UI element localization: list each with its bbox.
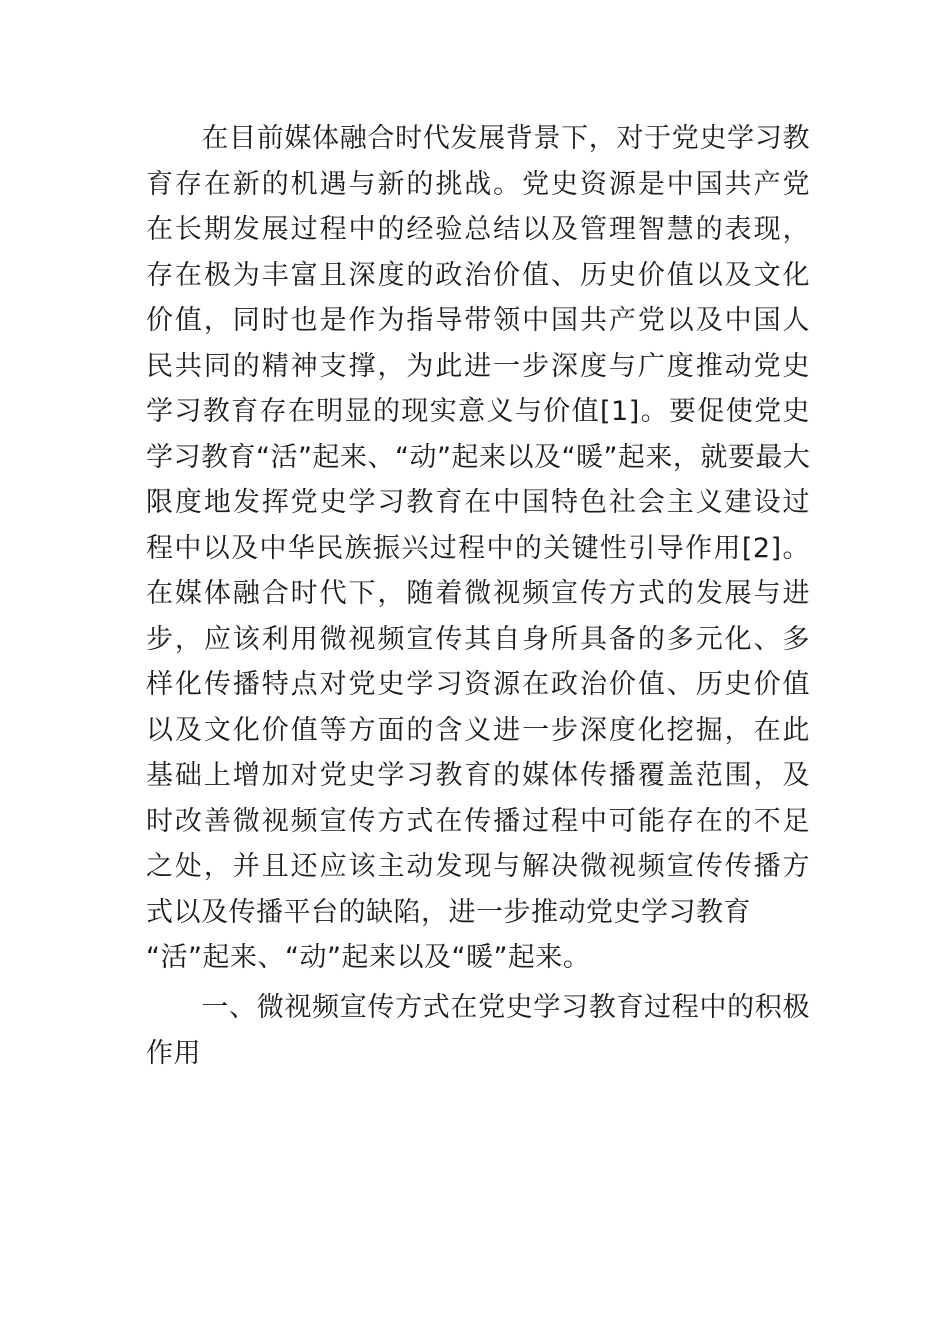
paragraph-line: 样化传播特点对党史学习资源在政治价值、历史价值 (146, 669, 810, 700)
paragraph-line: 步，应该利用微视频宣传其自身所具备的多元化、多 (146, 623, 810, 655)
paragraph-line: 存在极为丰富且深度的政治价值、历史价值以及文化 (146, 259, 810, 291)
paragraph-line: 基础上增加对党史学习教育的媒体传播覆盖范围，及 (146, 760, 810, 791)
paragraph-line: 在长期发展过程中的经验总结以及管理智慧的表现， (146, 214, 810, 245)
paragraph-line: 式以及传播平台的缺陷，进一步推动党史学习教育 (146, 896, 751, 928)
body-paragraph (146, 116, 810, 981)
paragraph-line: “活”起来、“动”起来以及“暖”起来。 (146, 942, 591, 973)
paragraph-line: 在媒体融合时代下，随着微视频宣传方式的发展与进 (146, 578, 810, 609)
heading-line: 一、微视频宣传方式在党史学习教育过程中的积极 (146, 992, 810, 1023)
paragraph-line: 民共同的精神支撑，为此进一步深度与广度推动党史 (146, 350, 810, 382)
section-heading (146, 985, 810, 1076)
paragraph-line: 学习教育存在明显的现实意义与价值[1]。要促使党史 (146, 396, 810, 427)
paragraph-line: 时改善微视频宣传方式在传播过程中可能存在的不足 (146, 805, 810, 837)
paragraph-line: 限度地发挥党史学习教育在中国特色社会主义建设过 (146, 487, 810, 518)
paragraph-line: 学习教育“活”起来、“动”起来以及“暖”起来，就要最大 (146, 441, 810, 473)
heading-line: 作用 (146, 1037, 201, 1069)
paragraph-line: 以及文化价值等方面的含义进一步深度化挖掘，在此 (146, 714, 810, 746)
paragraph-line: 程中以及中华民族振兴过程中的关键性引导作用[2]。 (146, 532, 810, 564)
paragraph-line: 育存在新的机遇与新的挑战。党史资源是中国共产党 (146, 168, 810, 200)
paragraph-line: 价值，同时也是作为指导带领中国共产党以及中国人 (146, 305, 810, 336)
paragraph-line: 在目前媒体融合时代发展背景下，对于党史学习教 (146, 123, 810, 154)
paragraph-line: 之处，并且还应该主动发现与解决微视频宣传传播方 (146, 851, 810, 882)
